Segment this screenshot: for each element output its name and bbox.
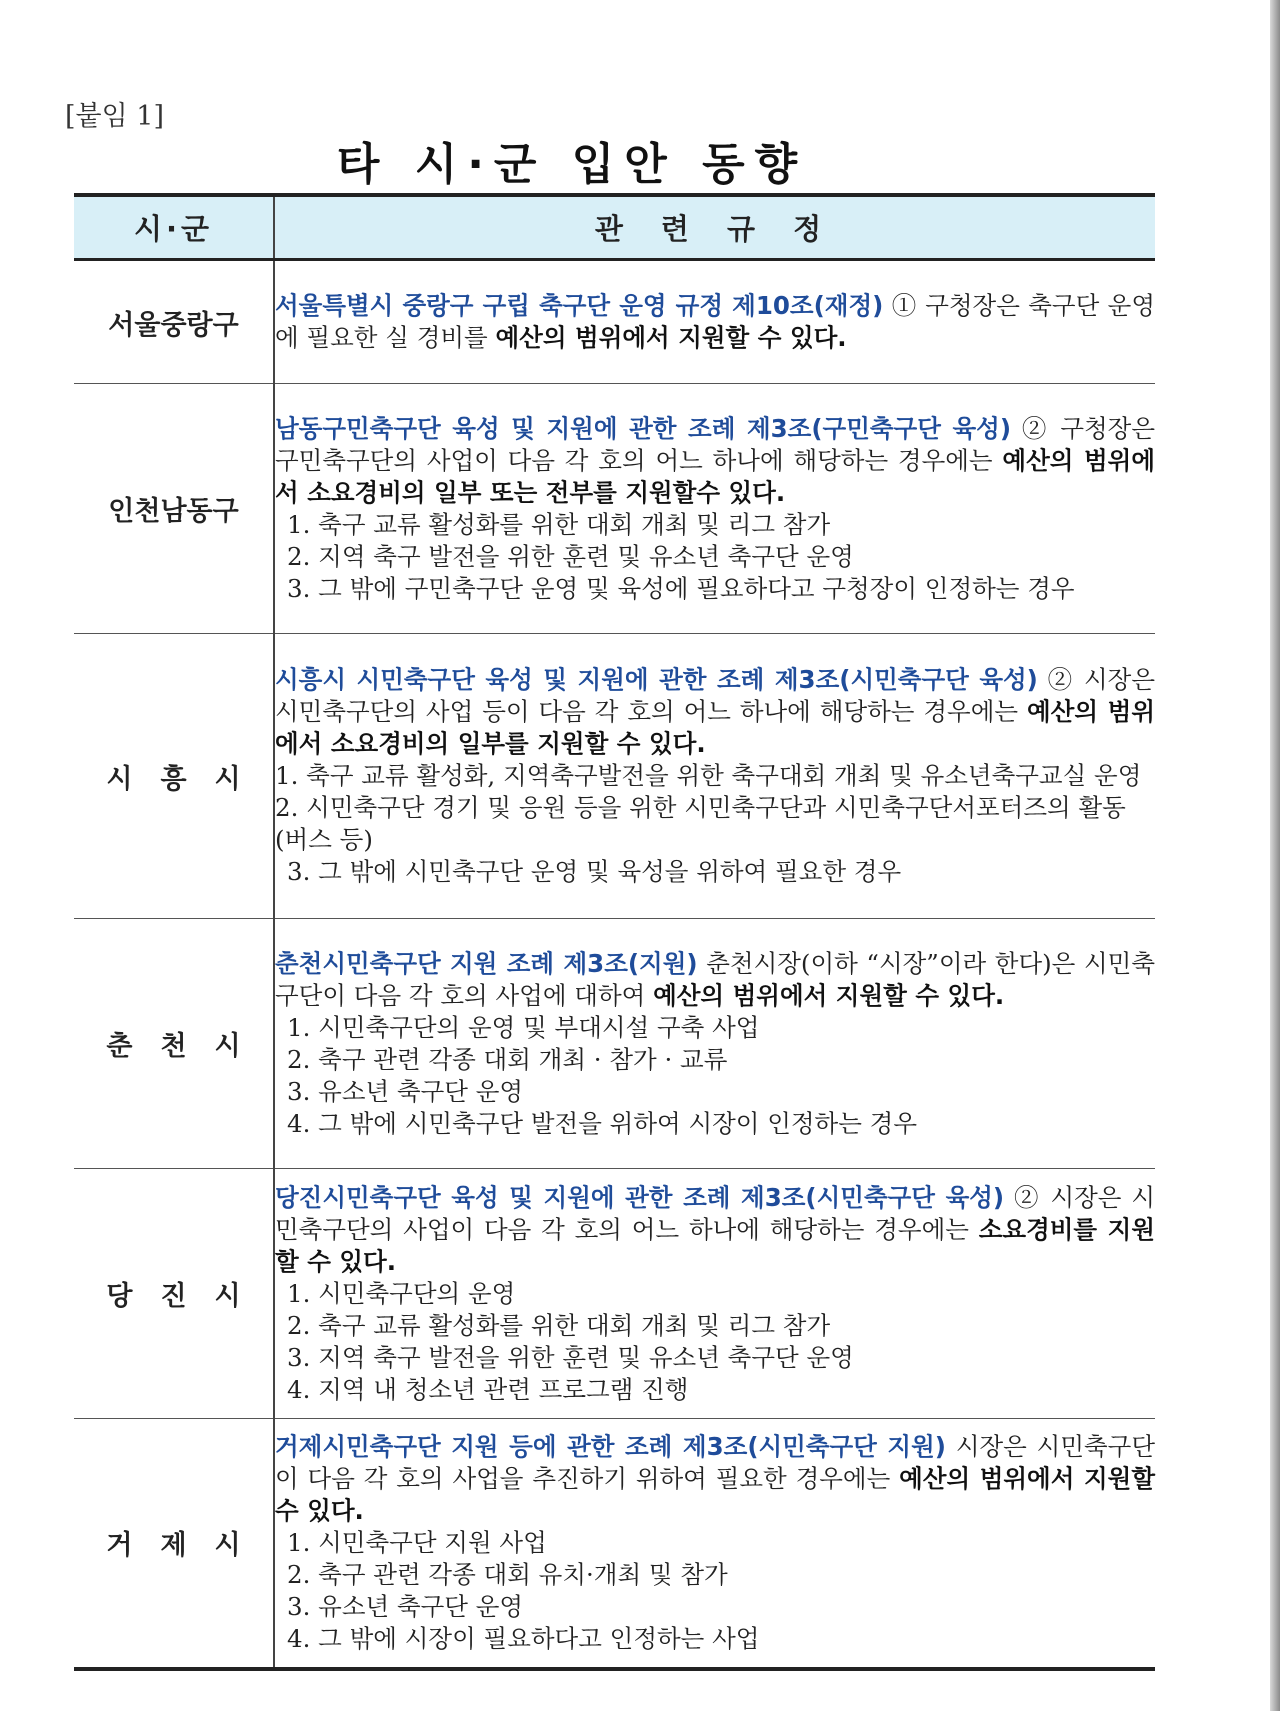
regulation-table <box>74 193 1155 1671</box>
regulation-highlight: 예산의 범위에서 지원할 수 있다. <box>653 980 1005 1010</box>
rule-cell <box>274 384 1155 634</box>
rule-cell <box>274 1169 1155 1419</box>
list-item: 2. 축구 관련 각종 대회 개최 · 참가 · 교류 <box>287 1044 728 1074</box>
list-item: 2. 지역 축구 발전을 위한 훈련 및 유소년 축구단 운영 <box>287 541 854 571</box>
regulation-highlight: 소요경비를 지원할 수 있다. <box>275 1214 1155 1276</box>
list-item: 2. 축구 관련 각종 대회 유치·개최 및 참가 <box>287 1559 728 1589</box>
table-header-row <box>74 195 1155 260</box>
regulation-text: 시장은 시민축구단이 다음 각 호의 사업을 추진하기 위하여 필요한 경우에는 <box>275 1431 1155 1493</box>
list-item: 1. 시민축구단의 운영 및 부대시설 구축 사업 <box>287 1012 760 1042</box>
list-item: 2. 시민축구단 경기 및 응원 등을 위한 시민축구단과 시민축구단서포터즈의 활동(버스 등) <box>275 793 1126 854</box>
list-item: 3. 유소년 축구단 운영 <box>287 1591 524 1621</box>
list-item: 1. 시민축구단 지원 사업 <box>287 1527 547 1557</box>
regulation-title: 서울특별시 중랑구 구립 축구단 운영 규정 제10조(재정) <box>275 291 884 320</box>
regulation-highlight: 예산의 범위에서 지원할 수 있다. <box>275 1463 1155 1525</box>
regulation-text: 춘천시장(이하 “시장”이라 한다)은 시민축구단이 다음 각 호의 사업에 대하여 <box>275 948 1155 1010</box>
regulation-text: ② 시장은 시민축구단의 사업 등이 다음 각 호의 어느 하나에 해당하는 경우에는 <box>275 665 1155 726</box>
regulation-highlight: 예산의 범위에서 지원할 수 있다. <box>495 323 847 352</box>
city-cell: 인천남동구 <box>74 384 274 634</box>
rule-cell <box>274 260 1155 384</box>
list-item: 1. 축구 교류 활성화, 지역축구발전을 위한 축구대회 개최 및 유소년축구교실 운영 <box>275 761 1142 790</box>
list-item: 4. 그 밖에 시민축구단 발전을 위하여 시장이 인정하는 경우 <box>287 1108 918 1138</box>
regulation-title: 거제시민축구단 지원 등에 관한 조례 제3조(시민축구단 지원) <box>275 1431 946 1461</box>
rule-cell <box>274 919 1155 1169</box>
list-item: 1. 축구 교류 활성화를 위한 대회 개최 및 리그 참가 <box>287 509 831 539</box>
regulation-title: 춘천시민축구단 지원 조례 제3조(지원) <box>275 948 698 978</box>
table-row <box>74 260 1155 384</box>
regulation-text: ① 구청장은 축구단 운영에 필요한 실 경비를 <box>275 291 1155 352</box>
city-cell: 시흥시 <box>74 634 274 919</box>
list-item: 3. 유소년 축구단 운영 <box>287 1076 524 1106</box>
rule-cell <box>274 1419 1155 1669</box>
list-item: 4. 지역 내 청소년 관련 프로그램 진행 <box>287 1374 689 1404</box>
regulation-highlight: 예산의 범위에서 소요경비의 일부를 지원할 수 있다. <box>275 697 1155 758</box>
table-row <box>74 634 1155 919</box>
regulation-text: ② 시장은 시민축구단의 사업이 다음 각 호의 어느 하나에 해당하는 경우에는 <box>275 1182 1155 1244</box>
attachment-label: [붙임 1] <box>65 101 164 132</box>
city-cell: 당진시 <box>74 1169 274 1419</box>
city-cell: 춘천시 <box>74 919 274 1169</box>
page-title: 타 시·군 입안 동향 <box>336 139 808 190</box>
list-item: 4. 그 밖에 시장이 필요하다고 인정하는 사업 <box>287 1623 760 1653</box>
header-city: 시·군 <box>74 195 274 260</box>
regulation-title: 당진시민축구단 육성 및 지원에 관한 조례 제3조(시민축구단 육성) <box>275 1182 1005 1212</box>
list-item: 1. 시민축구단의 운영 <box>287 1278 516 1308</box>
regulation-title: 시흥시 시민축구단 육성 및 지원에 관한 조례 제3조(시민축구단 육성) <box>275 665 1038 694</box>
table-row <box>74 1419 1155 1669</box>
regulation-title: 남동구민축구단 육성 및 지원에 관한 조례 제3조(구민축구단 육성) <box>275 413 1012 443</box>
page-edge-shadow <box>1270 0 1280 1711</box>
city-cell: 거제시 <box>74 1419 274 1669</box>
city-cell: 서울중랑구 <box>74 260 274 384</box>
list-item: 3. 그 밖에 시민축구단 운영 및 육성을 위하여 필요한 경우 <box>287 857 902 886</box>
list-item: 2. 축구 교류 활성화를 위한 대회 개최 및 리그 참가 <box>287 1310 831 1340</box>
list-item: 3. 그 밖에 구민축구단 운영 및 육성에 필요하다고 구청장이 인정하는 경우 <box>287 573 1075 603</box>
header-rule: 관 련 규 정 <box>274 195 1155 260</box>
list-item: 3. 지역 축구 발전을 위한 훈련 및 유소년 축구단 운영 <box>287 1342 854 1372</box>
regulation-highlight: 예산의 범위에서 소요경비의 일부 또는 전부를 지원할수 있다. <box>275 445 1155 507</box>
table-row <box>74 919 1155 1169</box>
table-row <box>74 1169 1155 1419</box>
rule-cell <box>274 634 1155 919</box>
regulation-text: ② 구청장은 구민축구단의 사업이 다음 각 호의 어느 하나에 해당하는 경우에는 <box>275 413 1155 475</box>
table-row <box>74 384 1155 634</box>
